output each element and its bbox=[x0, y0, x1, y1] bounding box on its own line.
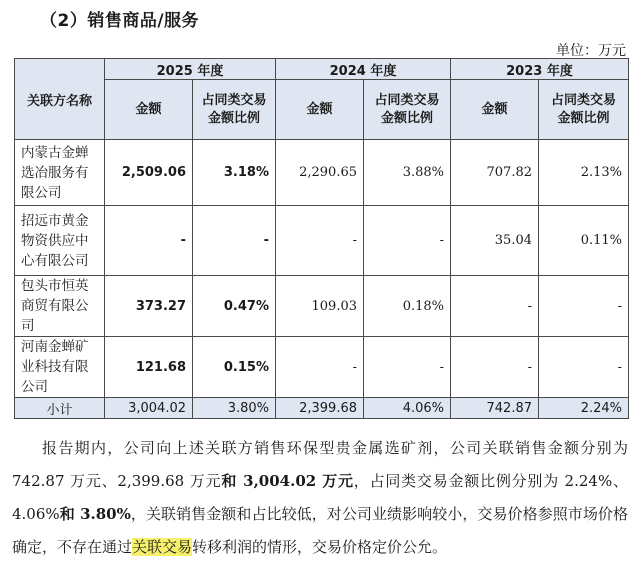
ratio-2023: - bbox=[539, 276, 629, 337]
para-text-bold: 和 3.80% bbox=[59, 505, 131, 523]
amount-2023: 707.82 bbox=[451, 140, 539, 206]
para-text: 转移利润的情形，交易价格定价公允。 bbox=[192, 538, 448, 556]
party-name: 招远市黄金物资供应中心有限公司 bbox=[15, 206, 105, 276]
ratio-2025: 0.47% bbox=[193, 276, 276, 337]
amount-2025: 121.68 bbox=[105, 337, 193, 398]
explanation-paragraph bbox=[12, 432, 628, 564]
total-amount-2025: 3,004.02 bbox=[105, 398, 193, 419]
para-text-bold: 3,004.02 万元 bbox=[237, 472, 354, 490]
ratio-2024: - bbox=[364, 337, 451, 398]
total-amount-2024: 2,399.68 bbox=[276, 398, 364, 419]
party-name: 河南金蝉矿业科技有限公司 bbox=[15, 337, 105, 398]
amount-2024: - bbox=[276, 337, 364, 398]
unit-label: 单位：万元 bbox=[556, 43, 626, 59]
total-label: 小计 bbox=[15, 398, 105, 419]
header-amount: 金额 bbox=[105, 80, 193, 140]
header-ratio: 占同类交易金额比例 bbox=[539, 80, 629, 140]
amount-2024: - bbox=[276, 206, 364, 276]
table-row bbox=[15, 206, 629, 276]
ratio-2024: 3.88% bbox=[364, 140, 451, 206]
amount-2024: 109.03 bbox=[276, 276, 364, 337]
amount-2025: - bbox=[105, 206, 193, 276]
ratio-2025: 3.18% bbox=[193, 140, 276, 206]
header-ratio: 占同类交易金额比例 bbox=[193, 80, 276, 140]
amount-2025: 373.27 bbox=[105, 276, 193, 337]
header-year-2025: 2025 年度 bbox=[105, 59, 276, 80]
table-row bbox=[15, 140, 629, 206]
ratio-2025: 0.15% bbox=[193, 337, 276, 398]
party-name: 包头市恒英商贸有限公司 bbox=[15, 276, 105, 337]
header-ratio: 占同类交易金额比例 bbox=[364, 80, 451, 140]
related-party-sales-table bbox=[14, 58, 629, 419]
ratio-2023: 2.13% bbox=[539, 140, 629, 206]
para-text: ，占同类交易金额比例分别为 2.24%、4.06% bbox=[12, 472, 628, 523]
amount-2023: - bbox=[451, 337, 539, 398]
para-text: ，关联销售金额和占比较低，对公司业绩影响较小，交易价格参照市场价格确定，不存在通过 bbox=[12, 505, 628, 556]
amount-2025: 2,509.06 bbox=[105, 140, 193, 206]
header-amount: 金额 bbox=[276, 80, 364, 140]
highlighted-term: 关联交易 bbox=[132, 538, 193, 556]
total-ratio-2025: 3.80% bbox=[193, 398, 276, 419]
ratio-2024: - bbox=[364, 206, 451, 276]
ratio-2025: - bbox=[193, 206, 276, 276]
para-text: 报告期内，公司向上述关联方销售环保型贵金属选矿剂，公司关联销售金额分别为 742.87 万元、2,399.68 万元 bbox=[12, 439, 628, 490]
total-row bbox=[15, 398, 629, 419]
amount-2023: - bbox=[451, 276, 539, 337]
table-row bbox=[15, 337, 629, 398]
total-amount-2023: 742.87 bbox=[451, 398, 539, 419]
para-text-bold: 和 bbox=[221, 472, 238, 490]
header-year-2023: 2023 年度 bbox=[451, 59, 629, 80]
table-row bbox=[15, 276, 629, 337]
header-amount: 金额 bbox=[451, 80, 539, 140]
ratio-2023: 0.11% bbox=[539, 206, 629, 276]
ratio-2024: 0.18% bbox=[364, 276, 451, 337]
section-heading: （2）销售商品/服务 bbox=[40, 11, 200, 31]
ratio-2023: - bbox=[539, 337, 629, 398]
amount-2024: 2,290.65 bbox=[276, 140, 364, 206]
header-party: 关联方名称 bbox=[15, 59, 105, 140]
amount-2023: 35.04 bbox=[451, 206, 539, 276]
total-ratio-2024: 4.06% bbox=[364, 398, 451, 419]
total-ratio-2023: 2.24% bbox=[539, 398, 629, 419]
header-year-2024: 2024 年度 bbox=[276, 59, 451, 80]
party-name: 内蒙古金蝉选冶服务有限公司 bbox=[15, 140, 105, 206]
